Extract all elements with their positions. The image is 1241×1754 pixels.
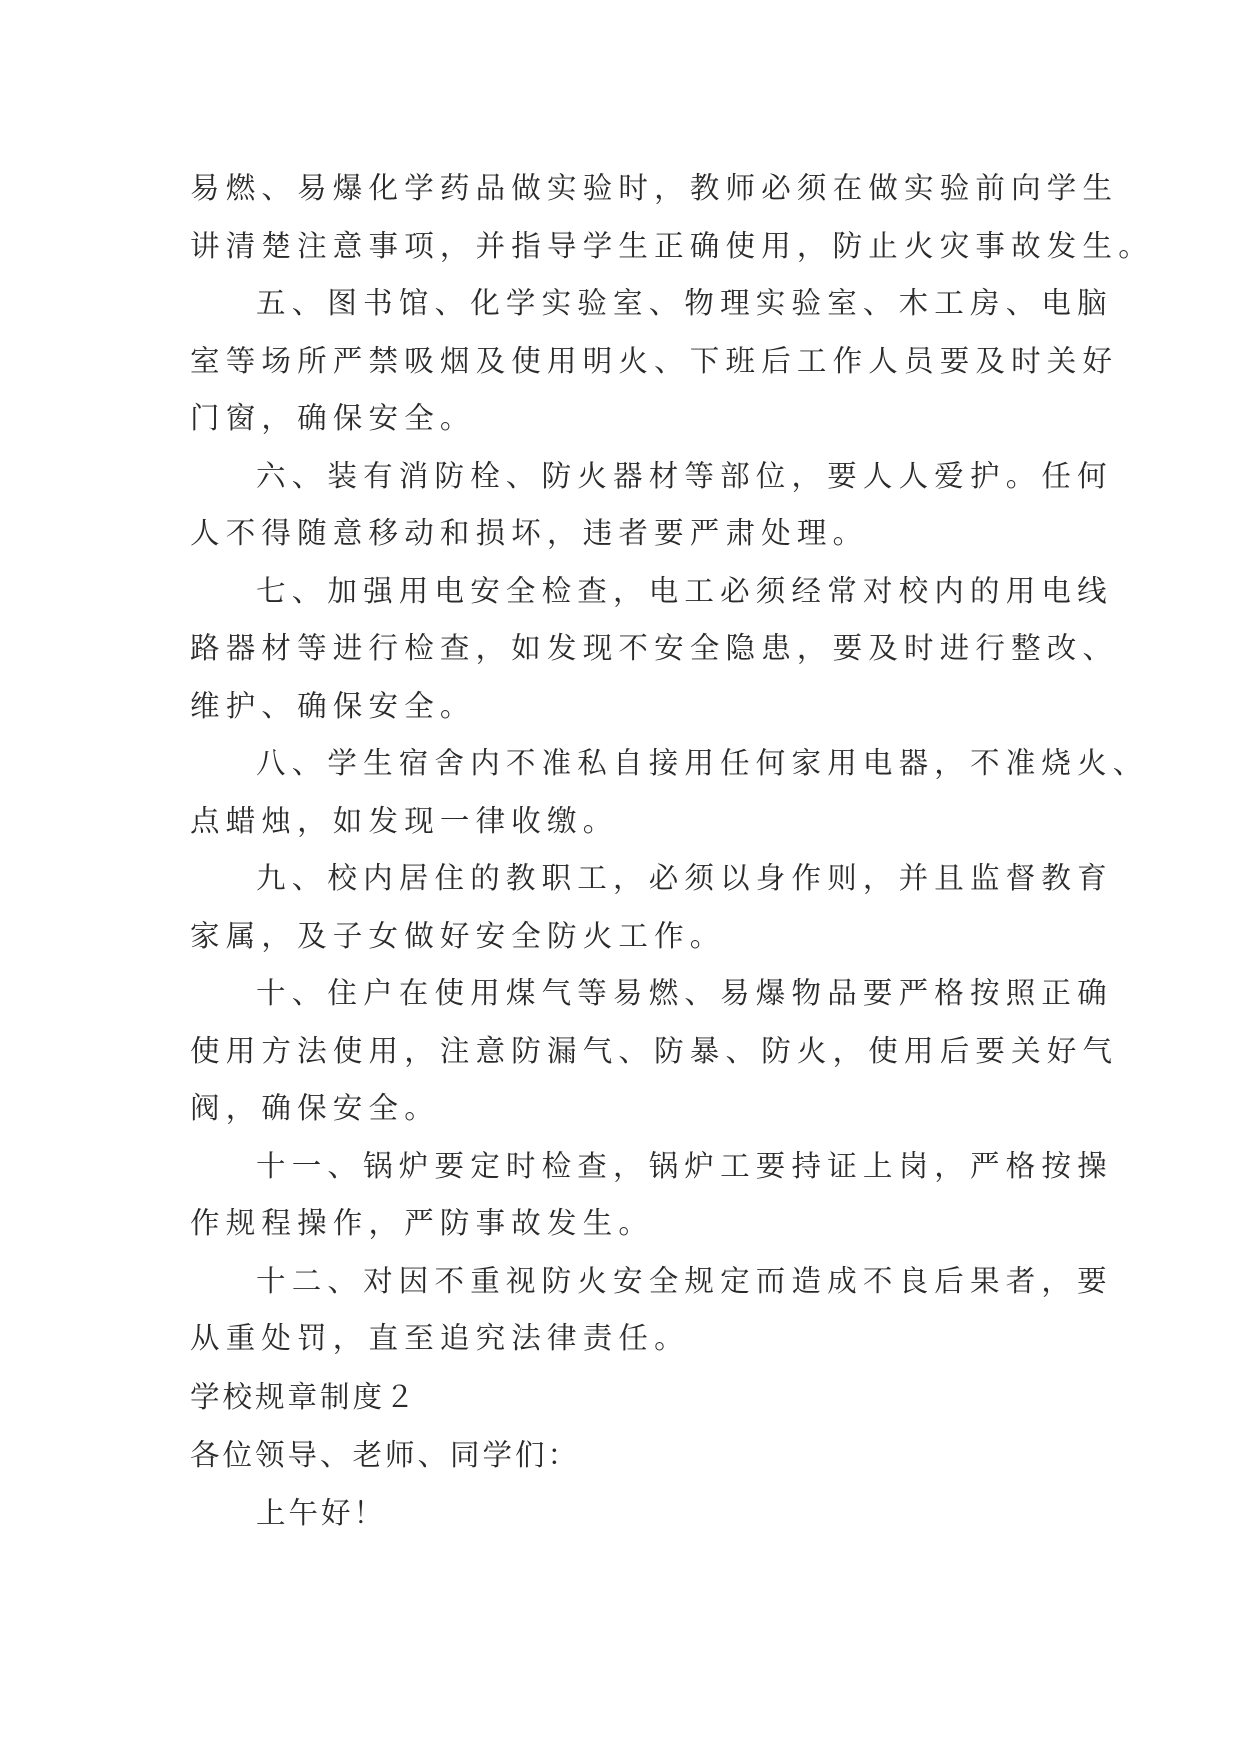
paragraph-line: 十一、锅炉要定时检查，锅炉工要持证上岗，严格按操 — [256, 1148, 1113, 1183]
paragraph-line: 路器材等进行检查，如发现不安全隐患，要及时进行整改、 — [190, 631, 1119, 665]
paragraph-line: 点蜡烛，如发现一律收缴。 — [190, 803, 619, 838]
section-title: 学校规章制度２ — [190, 1379, 418, 1414]
paragraph — [190, 160, 1154, 275]
paragraph-line: 易燃、易爆化学药品做实验时，教师必须在做实验前向学生 — [190, 171, 1119, 205]
paragraph-line: 八、学生宿舍内不准私自接用任何家用电器，不准烧火、 — [256, 746, 1149, 780]
paragraph — [190, 735, 1149, 850]
rule-paragraphs — [190, 160, 1154, 1368]
paragraph-line: 阀，确保安全。 — [190, 1091, 440, 1125]
paragraph-line: 讲清楚注意事项，并指导学生正确使用，防止火灾事故发生。 — [190, 228, 1154, 263]
paragraph — [190, 275, 1119, 448]
paragraph — [190, 850, 1113, 965]
paragraph — [190, 448, 1113, 563]
document-body — [190, 160, 1154, 1542]
paragraph-line: 七、加强用电安全检查，电工必须经常对校内的用电线 — [256, 573, 1113, 608]
paragraph-line: 十、住户在使用煤气等易燃、易爆物品要严格按照正确 — [256, 976, 1113, 1010]
greeting: 上午好！ — [256, 1495, 387, 1530]
paragraph-line: 九、校内居住的教职工，必须以身作则，并且监督教育 — [256, 861, 1113, 895]
paragraph-line: 门窗，确保安全。 — [190, 401, 476, 435]
paragraph-line: 六、装有消防栓、防火器材等部位，要人人爱护。任何 — [256, 458, 1113, 493]
paragraph-line: 室等场所严禁吸烟及使用明火、下班后工作人员要及时关好 — [190, 343, 1119, 378]
paragraph-line: 维护、确保安全。 — [190, 688, 476, 723]
paragraph-line: 人不得随意移动和损坏，违者要严肃处理。 — [190, 516, 869, 550]
paragraph — [190, 563, 1119, 736]
paragraph-line: 家属，及子女做好安全防火工作。 — [190, 918, 726, 953]
paragraph-line: 五、图书馆、化学实验室、物理实验室、木工房、电脑 — [256, 286, 1113, 320]
paragraph — [190, 1138, 1113, 1253]
paragraph-line: 使用方法使用，注意防漏气、防暴、防火，使用后要关好气 — [190, 1033, 1119, 1068]
paragraph-line: 十二、对因不重视防火安全规定而造成不良后果者，要 — [256, 1263, 1113, 1298]
paragraph — [190, 965, 1119, 1138]
paragraph-line: 作规程操作，严防事故发生。 — [190, 1206, 655, 1240]
salutation: 各位领导、老师、同学们： — [190, 1437, 581, 1472]
paragraph — [190, 1253, 1113, 1368]
paragraph-line: 从重处罚，直至追究法律责任。 — [190, 1321, 690, 1355]
